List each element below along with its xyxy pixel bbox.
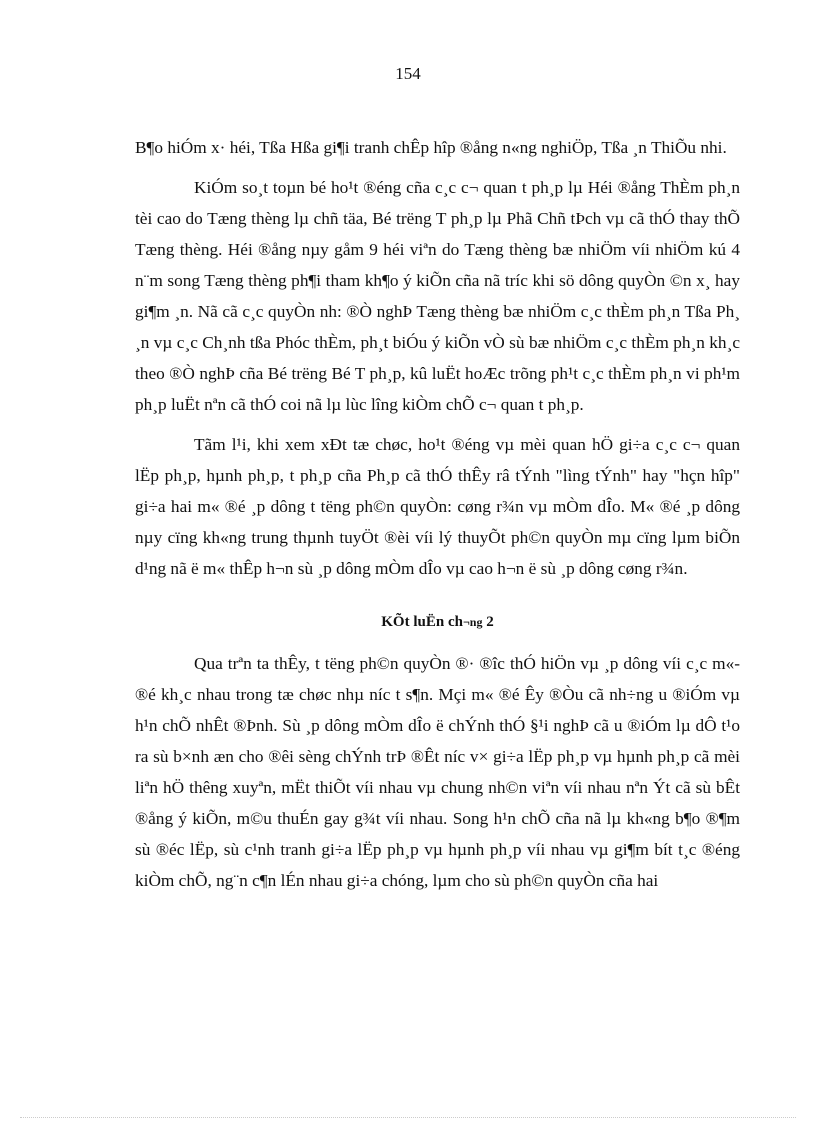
page-number: 154 [395, 64, 421, 83]
section-heading-number: 2 [486, 614, 494, 630]
paragraph: KiÓm so¸t toµn bé ho¹t ®éng cña c¸c c¬ quan t ph¸p lµ Héi ®ång ThÈm ph¸n tèi cao do Tæng thèng lµ chñ täa, Bé trëng T ph¸p lµ Phã Chñ tÞch vµ cã thÓ thay thÕ Tæng thèng. Héi ®ång nµy gåm 9 héi viªn do Tæng thèng bæ nhiÖm víi nhiÖm kú 4 n¨m song Tæng thèng ph¶i tham kh¶o ý kiÕn cña nã tríc khi sö dông quyÒn ©n x¸ hay gi¶m ¸n. Nã cã c¸c quyÒn nh: ®Ò nghÞ Tæng thèng bæ nhiÖm c¸c thÈm ph¸n Tßa Ph¸ ¸n vµ c¸c Ch¸nh tßa Phóc thÈm, ph¸t biÓu ý kiÕn vÒ sù bæ nhiÖm c¸c thÈm ph¸n kh¸c theo ®Ò nghÞ cña Bé trëng Bé T ph¸p, kû luËt hoÆc trõng ph¹t c¸c thÈm ph¸n vi ph¹m ph¸p luËt nªn cã thÓ coi nã lµ lùc lîng kiÒm chÕ c¬ quan t ph¸p. [135, 178, 740, 414]
section-heading [135, 610, 740, 634]
section-heading-suffix: ¬ng [462, 615, 483, 629]
footer-divider [20, 1117, 796, 1118]
section-heading-main: KÕt luËn ch [381, 614, 463, 630]
paragraph: Qua trªn ta thÊy, t tëng ph©n quyÒn ®· ®îc thÓ hiÖn vµ ¸p dông víi c¸c m« ®é kh¸c nhau trong tæ chøc nhµ níc t s¶n. Mçi m« ®é Êy ®Òu cã nh÷ng u ®iÓm vµ h¹n chÕ nhÊt ®Þnh. Sù ¸p dông mÒm dÎo ë chÝnh thÓ §¹i nghÞ cã u ®iÓm lµ dÔ t¹o ra sù b×nh æn cho ®êi sèng chÝnh trÞ ®Êt níc v× gi÷a lËp ph¸p vµ hµnh ph¸p cã mèi liªn hÖ thêng xuyªn, mËt thiÕt víi nhau vµ chung nh©n viªn víi nhau nªn Ýt cã sù bÊt ®ång ý kiÕn, m©u thuÉn gay g¾t víi nhau. Song h¹n chÕ cña nã lµ kh«ng b¶o ®¶m sù ®éc lËp, sù c¹nh tranh gi÷a lËp ph¸p vµ hµnh ph¸p víi nhau vµ gi¶m bít t¸c ®éng kiÒm chÕ, ng¨n c¶n lÉn nhau gi÷a chóng, lµm cho sù ph©n quyÒn cña hai [135, 654, 740, 890]
paragraph: Tãm l¹i, khi xem xÐt tæ chøc, ho¹t ®éng vµ mèi quan hÖ gi÷a c¸c c¬ quan lËp ph¸p, hµnh ph¸p, t ph¸p cña Ph¸p cã thÓ thÊy râ tÝnh "lìng tÝnh" hay "hçn hîp" gi÷a hai m« ®é ¸p dông t tëng ph©n quyÒn: cøng r¾n vµ mÒm dÎo. M« ®é ¸p dông nµy cïng kh«ng trung thµnh tuyÖt ®èi víi lý thuyÕt ph©n quyÒn mµ cïng lµm biÕn d¹ng nã ë m« thÊp h¬n sù ¸p dông mÒm dÎo vµ cao h¬n ë sù ¸p dông cøng r¾n. [135, 435, 740, 578]
paragraph: B¶o hiÓm x· héi, Tßa Hßa gi¶i tranh chÊp hîp ®ång n«ng nghiÖp, Tßa ¸n ThiÕu nhi. [135, 138, 727, 157]
body-text [135, 132, 740, 896]
